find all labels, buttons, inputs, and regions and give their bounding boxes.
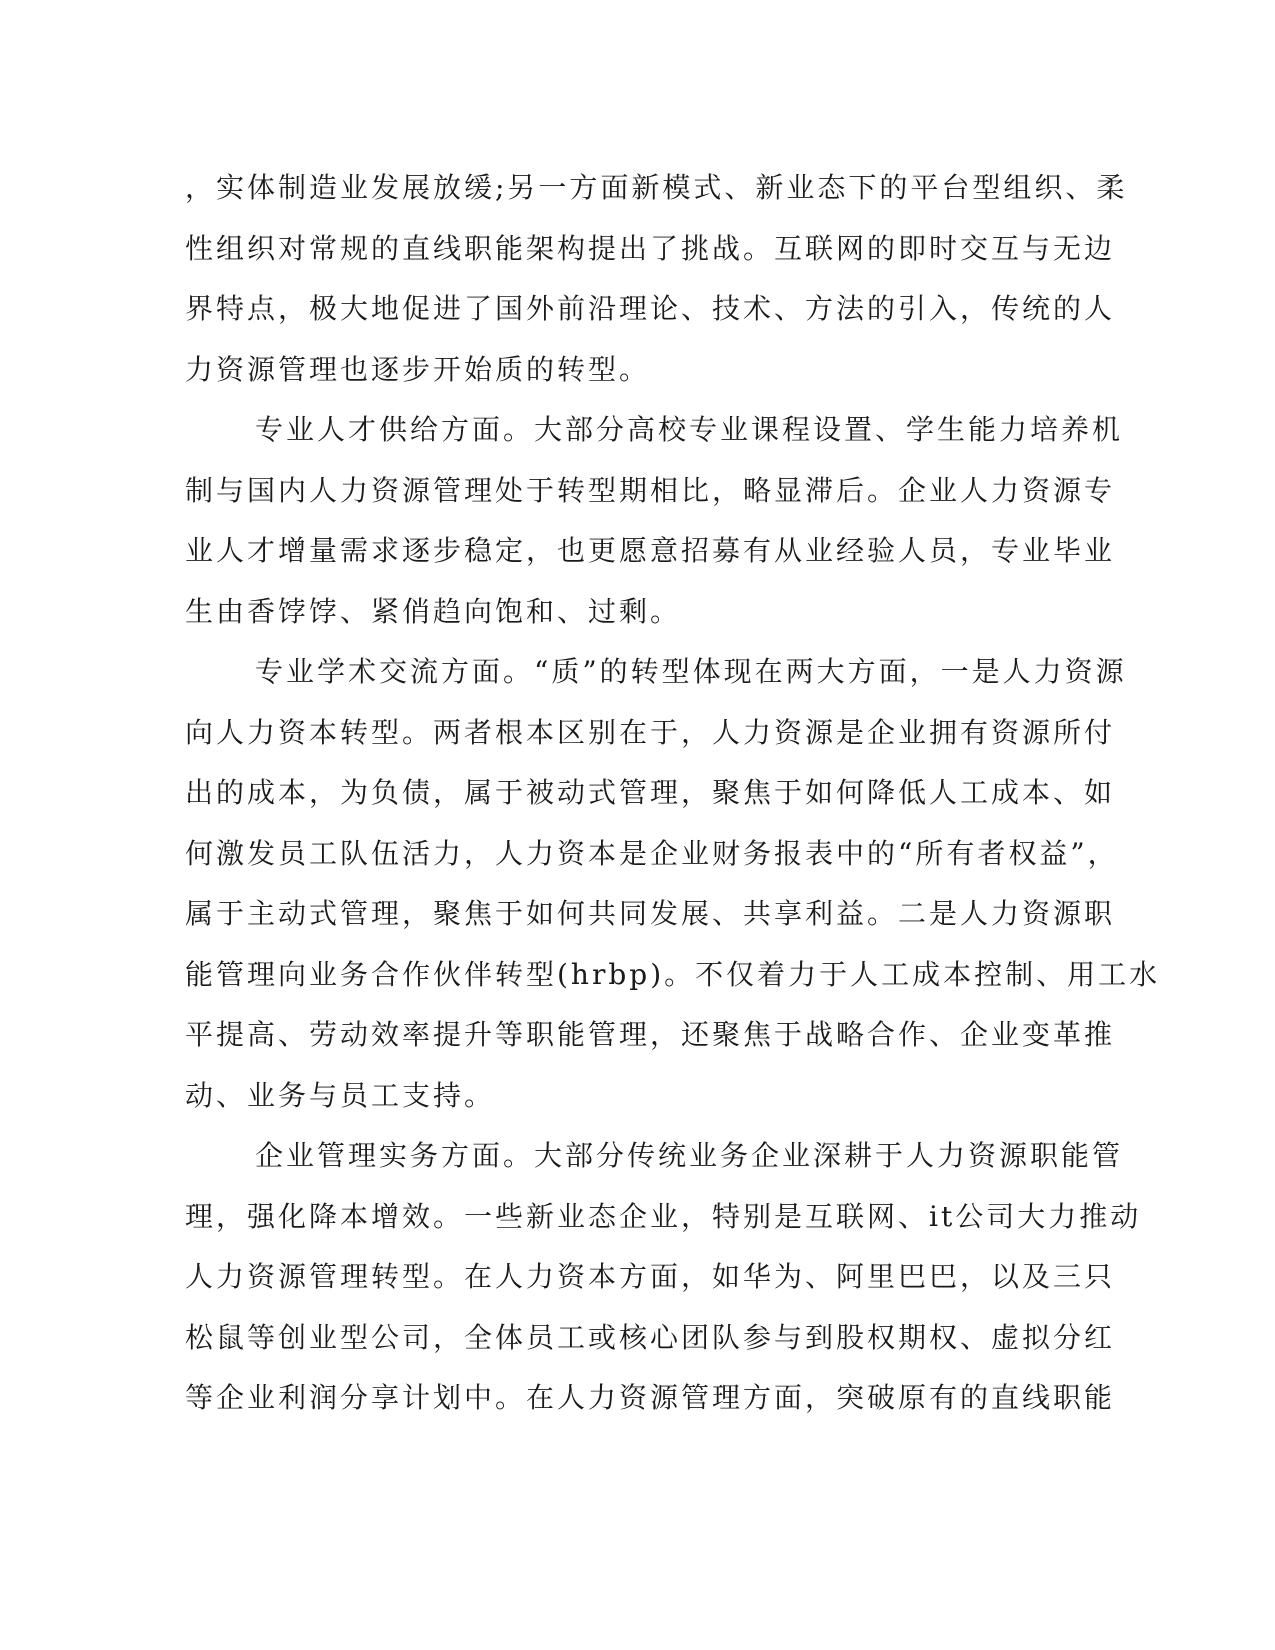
- text-line: 出的成本，为负债，属于被动式管理，聚焦于如何降低人工成本、如: [185, 776, 1116, 809]
- text-line: 动、业务与员工支持。: [185, 1078, 496, 1112]
- text-line: 向人力资本转型。两者根本区别在于，人力资源是企业拥有资源所付: [185, 715, 1116, 749]
- text-line: 专业人才供给方面。大部分高校专业课程设置、学生能力培养机: [255, 413, 1124, 446]
- text-line: 力资源管理也逐步开始质的转型。: [185, 352, 651, 386]
- text-line: 等企业利润分享计划中。在人力资源管理方面，突破原有的直线职能: [185, 1381, 1116, 1414]
- text-line: ，实体制造业发展放缓;另一方面新模式、新业态下的平台型组织、柔: [185, 171, 1128, 204]
- text-line: 平提高、劳动效率提升等职能管理，还聚焦于战略合作、企业变革推: [185, 1018, 1116, 1051]
- document-body: [185, 158, 1161, 1429]
- text-line: 生由香饽饽、紧俏趋向饱和、过剩。: [185, 594, 682, 628]
- text-line: 松鼠等创业型公司，全体员工或核心团队参与到股权期权、虚拟分红: [185, 1320, 1116, 1354]
- text-line: 专业学术交流方面。“质”的转型体现在两大方面，一是人力资源: [255, 655, 1127, 688]
- paragraph-1: [185, 158, 1128, 400]
- text-line: 能管理向业务合作伙伴转型(hrbp)。不仅着力于人工成本控制、用工水: [185, 957, 1161, 991]
- text-line: 界特点，极大地促进了国外前沿理论、技术、方法的引入，传统的人: [185, 292, 1116, 325]
- text-line: 理，强化降本增效。一些新业态企业，特别是互联网、it公司大力推动: [185, 1199, 1142, 1233]
- text-line: 属于主动式管理，聚焦于如何共同发展、共享利益。二是人力资源职: [185, 897, 1116, 930]
- text-line: 企业管理实务方面。大部分传统业务企业深耕于人力资源职能管: [255, 1139, 1124, 1172]
- paragraph-2: [185, 400, 1124, 642]
- paragraph-4: [185, 1126, 1142, 1429]
- paragraph-3: [185, 642, 1161, 1126]
- text-line: 何激发员工队伍活力，人力资本是企业财务报表中的“所有者权益”，: [185, 836, 1119, 870]
- text-line: 性组织对常规的直线职能架构提出了挑战。互联网的即时交互与无边: [185, 231, 1116, 265]
- text-line: 业人才增量需求逐步稳定，也更愿意招募有从业经验人员，专业毕业: [185, 534, 1116, 567]
- text-line: 制与国内人力资源管理处于转型期相比，略显滞后。企业人力资源专: [185, 473, 1116, 507]
- text-line: 人力资源管理转型。在人力资本方面，如华为、阿里巴巴，以及三只: [185, 1260, 1116, 1293]
